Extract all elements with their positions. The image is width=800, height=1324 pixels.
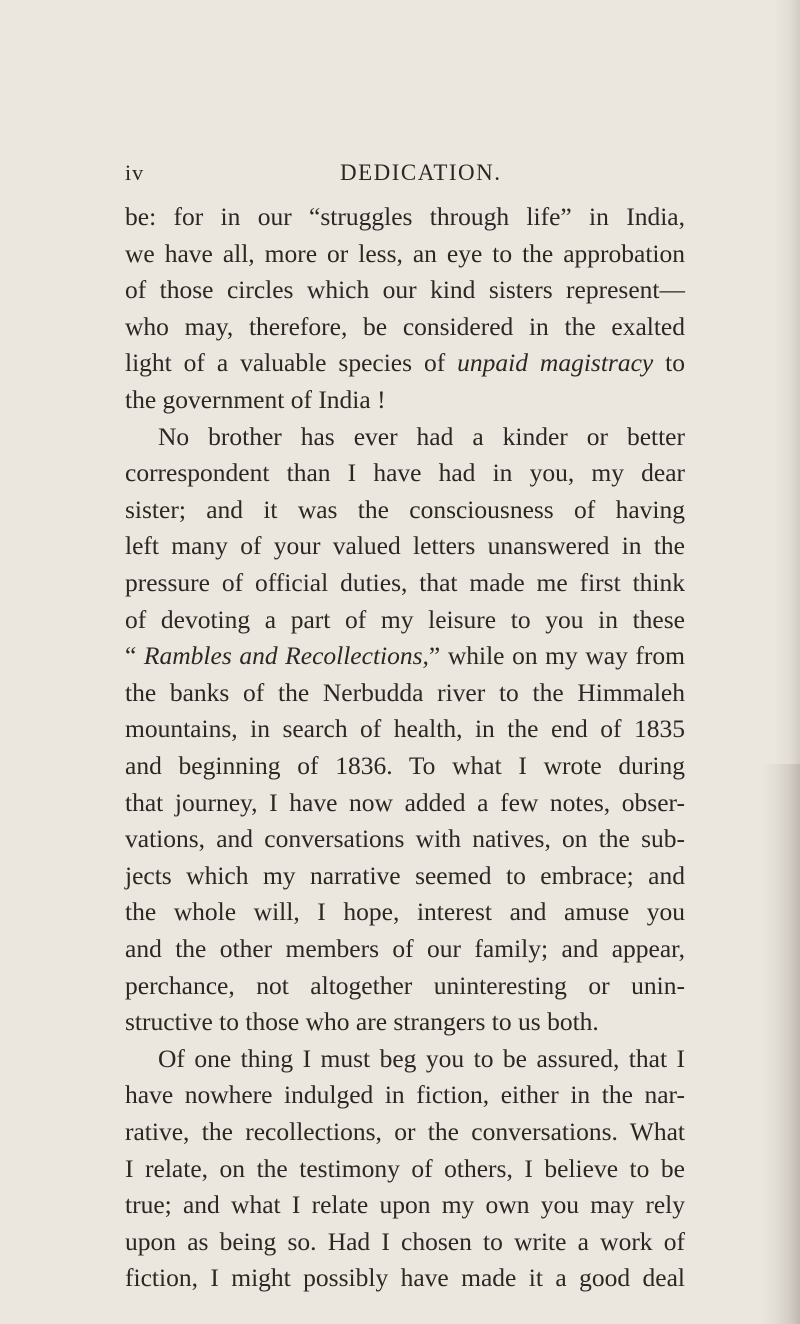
italic-title: Rambles and Recollections, (143, 641, 429, 671)
text-line: and the other members of our family; and appear, (125, 934, 685, 963)
running-head: DEDICATION. (340, 160, 502, 185)
text-line: fiction, I might possibly have made it a good deal (125, 1263, 685, 1293)
text-line: upon as being so. Had I chosen to write a work of (125, 1226, 685, 1256)
paragraph-start: Of one thing I must beg you to be assured, that I (158, 1043, 685, 1073)
text-line: who may, therefore, be considered in the exalted (125, 311, 685, 341)
text-line: have nowhere indulged in fiction, either in the nar- (125, 1080, 685, 1110)
text-line: that journey, I have now added a few notes, obser- (125, 787, 685, 817)
page-header (125, 160, 710, 190)
text-line: vations, and conversations with natives, on the sub- (125, 824, 685, 854)
page-number: iv (125, 160, 145, 185)
text-line: we have all, more or less, an eye to the approbation (125, 238, 685, 268)
text-line: and beginning of 1836. To what I wrote during (125, 751, 685, 780)
text-line: the banks of the Nerbudda river to the Himmaleh (125, 677, 685, 707)
page-edge-shadow-lower (760, 764, 800, 1324)
text-line: correspondent than I have had in you, my dear (125, 458, 685, 488)
paragraph-start: No brother has ever had a kinder or better (158, 421, 685, 451)
text-line: of devoting a part of my leisure to you in these (125, 604, 685, 634)
italic-phrase: unpaid magistracy (457, 348, 654, 378)
text-line: structive to those who are strangers to us both. (125, 1007, 599, 1037)
text-line (125, 348, 685, 378)
text-line: true; and what I relate upon my own you may rely (125, 1190, 685, 1220)
text-line: sister; and it was the consciousness of having (125, 494, 685, 524)
text-line: I relate, on the testimony of others, I believe to be (125, 1153, 685, 1183)
text-segment: to (653, 348, 685, 378)
text-line: left many of your valued letters unanswered in the (125, 531, 685, 561)
text-line (125, 641, 685, 671)
text-line: of those circles which our kind sisters represent— (125, 275, 685, 305)
text-line: mountains, in search of health, in the end of 1835 (125, 714, 685, 744)
text-segment: ” while on my way from (428, 641, 685, 671)
text-line: the government of India ! (125, 385, 386, 414)
text-line: jects which my narrative seemed to embrace; and (125, 860, 685, 890)
text-segment: “ (125, 641, 144, 671)
text-line: the whole will, I hope, interest and amuse you (125, 897, 685, 927)
text-line: pressure of official duties, that made me first think (125, 568, 685, 597)
text-line: be: for in our “struggles through life” in India, (125, 202, 685, 231)
text-line: perchance, not altogether uninteresting or unin- (125, 970, 685, 1000)
text-line: rative, the recollections, or the conversations. What (125, 1117, 685, 1146)
text-segment: light of a valuable species of (125, 348, 458, 378)
